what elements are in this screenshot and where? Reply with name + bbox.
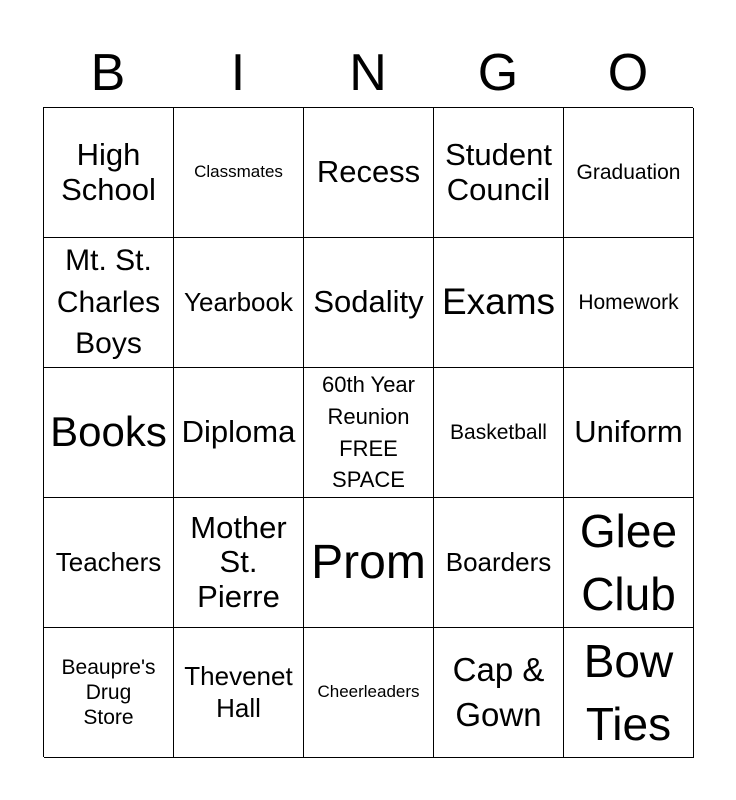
cell-label: Exams [441,281,556,323]
cell-label: Glee Club [579,505,678,620]
cell-label: Sodality [313,284,424,320]
cell-label: High School [61,137,156,207]
cell-label: Yearbook [184,286,293,317]
bingo-cell[interactable] [304,498,434,628]
cell-label: 60th Year Reunion FREE SPACE [322,371,415,493]
cell-label: Graduation [576,160,681,184]
bingo-cell[interactable] [174,628,304,758]
bingo-cell[interactable] [174,498,304,628]
bingo-cell[interactable] [44,628,174,758]
bingo-cell[interactable] [434,498,564,628]
bingo-cell[interactable] [434,368,564,498]
bingo-cell[interactable] [564,108,694,238]
cell-label: Uniform [574,414,683,450]
header-letter-o: O [607,44,649,102]
bingo-cell[interactable] [304,238,434,368]
bingo-cell[interactable] [434,108,564,238]
cell-label: Mt. St. Charles Boys [56,244,161,361]
cell-label: Basketball [450,420,547,444]
cell-label: Student Council [445,137,552,207]
bingo-cell[interactable] [564,628,694,758]
free-space-cell[interactable] [304,368,434,498]
bingo-cell[interactable] [304,108,434,238]
cell-label: Recess [316,154,421,190]
bingo-board [43,107,693,757]
bingo-cell[interactable] [434,238,564,368]
cell-label: Boarders [445,546,552,577]
bingo-cell[interactable] [44,498,174,628]
header-letter-i: I [230,44,246,102]
bingo-cell[interactable] [174,108,304,238]
cell-label: Beaupre's Drug Store [61,655,156,730]
bingo-cell[interactable] [304,628,434,758]
header-letter-b: B [90,44,126,102]
cell-label: Thevenet Hall [184,661,293,723]
bingo-header [43,40,693,106]
bingo-cell[interactable] [174,238,304,368]
header-letter-g: G [477,44,519,102]
cell-label: Prom [311,535,426,589]
cell-label: Mother St. Pierre [190,510,287,614]
header-letter-n: N [349,44,387,102]
bingo-cell[interactable] [174,368,304,498]
bingo-cell[interactable] [434,628,564,758]
bingo-cell[interactable] [564,368,694,498]
cell-label: Cheerleaders [317,682,420,702]
bingo-cell[interactable] [564,498,694,628]
bingo-cell[interactable] [44,108,174,238]
cell-label: Diploma [181,414,296,450]
cell-label: Books [50,408,167,456]
bingo-cell[interactable] [44,368,174,498]
cell-label: Bow Ties [583,635,674,750]
cell-label: Teachers [55,546,162,577]
bingo-cell[interactable] [44,238,174,368]
bingo-cell[interactable] [564,238,694,368]
cell-label: Cap & Gown [452,650,545,733]
cell-label: Classmates [194,162,283,182]
cell-label: Homework [578,290,679,314]
